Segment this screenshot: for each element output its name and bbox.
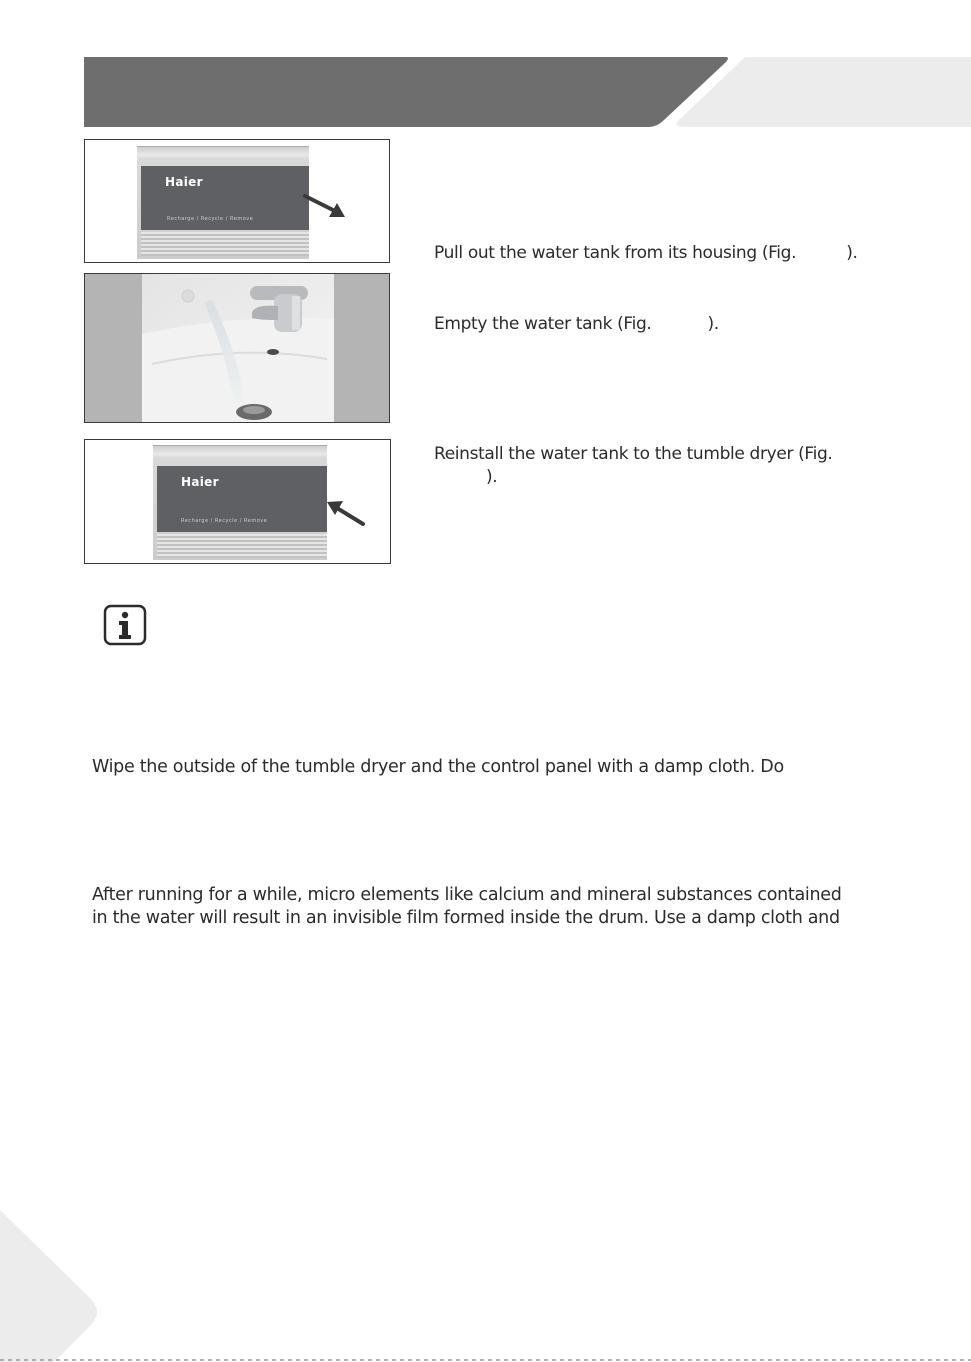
header-light-tab — [677, 57, 971, 127]
figure-empty-tank — [84, 273, 390, 423]
figure-reinstall-tank — [84, 439, 391, 564]
step-2-text-before: Empty the water tank (Fig. — [434, 314, 652, 334]
step-3-text-line1: Reinstall the water tank to the tumble dryer (Fig. — [434, 444, 833, 464]
tank-ridges — [157, 534, 327, 558]
figure-pull-out-tank — [84, 139, 390, 263]
faucet-photo — [142, 274, 334, 423]
step-3-text-line2: ). — [486, 467, 498, 487]
arrow-out-icon — [301, 192, 349, 222]
drum-cleaning-text-line2: in the water will result in an invisible film formed inside the drum. Use a damp cloth and — [92, 908, 840, 928]
drum-cleaning-text-line1: After running for a while, micro elements like calcium and mineral substances contained — [92, 885, 842, 905]
header-dark-tab — [84, 57, 728, 127]
step-2-text — [434, 313, 719, 336]
tank-logo: Haier — [165, 175, 203, 189]
footer-dotted-line — [0, 1357, 971, 1362]
step-1-text — [434, 242, 858, 265]
corner-decoration — [0, 1200, 110, 1362]
exterior-cleaning-text: Wipe the outside of the tumble dryer and the control panel with a damp cloth. Do — [92, 757, 784, 777]
tank-ridges — [141, 232, 309, 256]
step-1-text-before: Pull out the water tank from its housing (Fig. — [434, 243, 797, 263]
header-band — [0, 0, 971, 140]
tank-fine-print: Recharge / Recycle / Remove — [181, 518, 268, 524]
tank-fine-print: Recharge / Recycle / Remove — [167, 216, 254, 222]
tank-logo: Haier — [181, 475, 219, 489]
info-icon — [103, 604, 147, 646]
arrow-in-icon — [323, 496, 367, 528]
step-2-text-after: ). — [707, 314, 719, 334]
step-1-text-after: ). — [846, 243, 858, 263]
